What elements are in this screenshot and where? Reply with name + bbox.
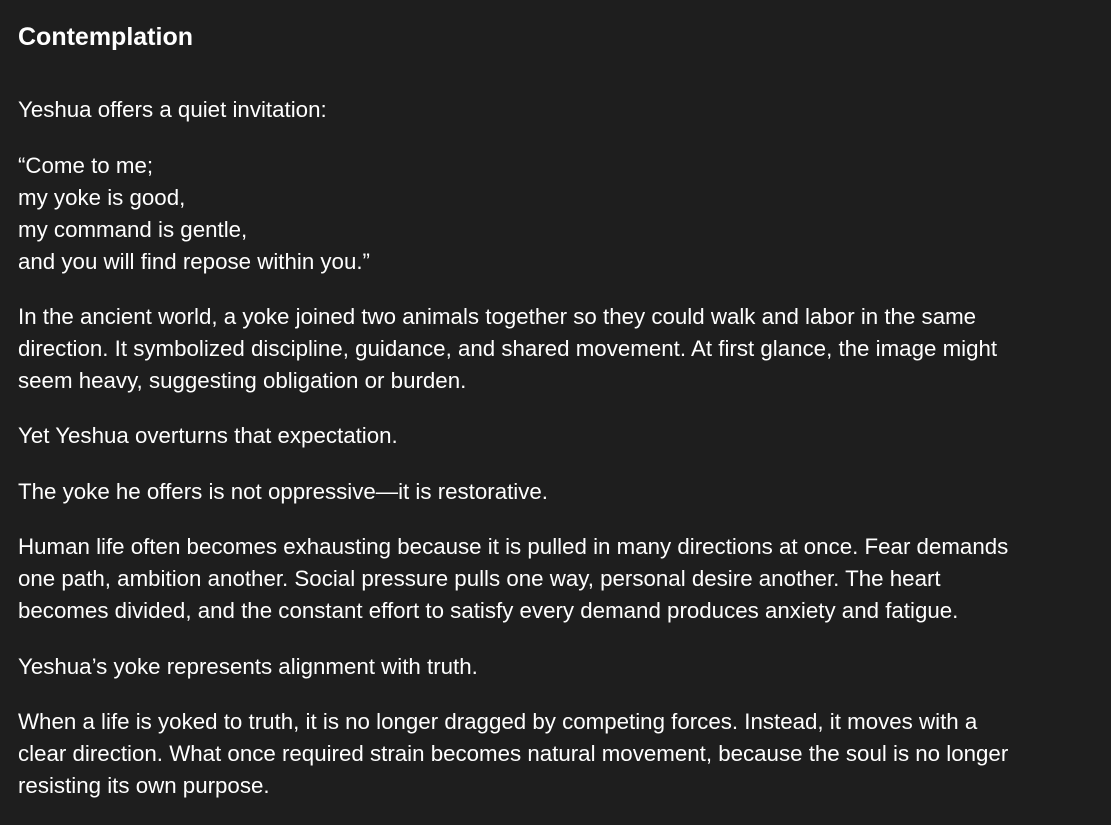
paragraph-line: When a life is yoked to truth, it is no longer dragged by competing forces. Instead, it moves with a [18,709,978,734]
paragraph-line: Human life often becomes exhausting because it is pulled in many directions at once. Fear demands [18,534,1009,559]
paragraph-line: direction. It symbolized discipline, guidance, and shared movement. At first glance, the image might [18,336,998,361]
quote-paragraph [18,150,1093,278]
paragraph-line: one path, ambition another. Social pressure pulls one way, personal desire another. The heart [18,566,941,591]
paragraph-line: resisting its own purpose. [18,773,270,798]
quote-line: “Come to me; [18,153,154,178]
paragraph-line: becomes divided, and the constant effort to satisfy every demand produces anxiety and fatigue. [18,598,959,623]
paragraph-line: clear direction. What once required strain becomes natural movement, because the soul is no longer [18,741,1009,766]
overturns-paragraph: Yet Yeshua overturns that expectation. [18,423,398,448]
quote-line: my yoke is good, [18,185,186,210]
yoked-to-truth-paragraph [18,706,1093,802]
restorative-paragraph: The yoke he offers is not oppressive—it is restorative. [18,479,548,504]
section-heading: Contemplation [18,23,193,51]
paragraph-line: In the ancient world, a yoke joined two animals together so they could walk and labor in the same [18,304,977,329]
paragraph-line: seem heavy, suggesting obligation or burden. [18,368,467,393]
quote-line: my command is gentle, [18,217,248,242]
intro-paragraph: Yeshua offers a quiet invitation: [18,97,327,122]
human-life-paragraph [18,531,1093,627]
ancient-world-paragraph [18,301,1093,397]
alignment-paragraph: Yeshua’s yoke represents alignment with truth. [18,654,478,679]
quote-line: and you will find repose within you.” [18,249,370,274]
